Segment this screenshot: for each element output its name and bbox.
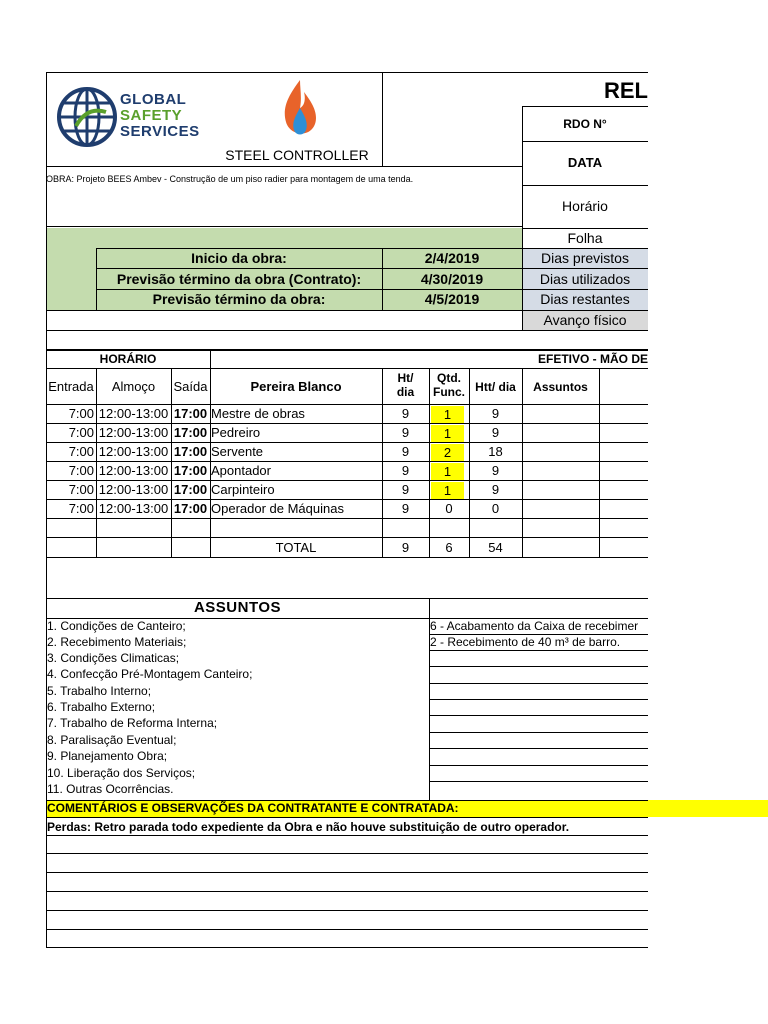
grid-line [46,72,648,73]
grid-line [46,226,522,227]
row-saida: 17:00 [173,444,208,459]
inicio-value: 2/4/2019 [424,250,480,266]
grid-line [429,781,648,782]
row-saida: 17:00 [173,425,208,440]
grid-line [469,368,470,557]
grid-line [429,732,648,733]
grid-line [46,947,648,948]
grid-line [429,650,648,651]
dias-utilizados-label: Dias utilizados [539,271,631,287]
row-entrada: 7:00 [68,482,94,497]
row-htt: 0 [491,501,500,516]
col-almoco: Almoço [111,379,156,394]
row-ht: 9 [401,425,410,440]
grid-line [46,518,648,519]
row-htt: 9 [491,406,500,421]
grid-line [522,228,648,229]
grid-line [599,368,600,557]
grid-line [96,268,648,269]
grid-line [46,891,648,892]
grid-line [46,853,648,854]
avanco-fisico-label: Avanço físico [543,312,627,328]
total-ht: 9 [401,540,410,555]
row-entrada: 7:00 [68,501,94,516]
rdo-label: RDO N° [563,117,607,131]
inicio-label: Inicio da obra: [191,250,287,266]
grid-line [46,800,648,801]
row-almoco: 12:00-13:00 [98,463,169,478]
efetivo-header: EFETIVO - MÃO DE [537,352,648,366]
grid-line [429,748,648,749]
company-logo [56,86,200,150]
assunto-item: 10. Liberação dos Serviços; [47,766,196,780]
grid-line [429,634,648,635]
assunto-item: 4. Confecção Pré-Montagem Canteiro; [47,667,253,681]
row-entrada: 7:00 [68,425,94,440]
row-entrada: 7:00 [68,444,94,459]
row-ht: 9 [401,406,410,421]
grid-line [46,368,648,369]
col-assuntos: Assuntos [533,380,588,394]
data-label: DATA [567,155,603,170]
grid-line [46,404,648,405]
grid-line [522,368,523,557]
row-almoco: 12:00-13:00 [98,482,169,497]
grid-line [46,499,648,500]
grid-line [522,185,648,186]
assunto-item: 8. Paralisação Eventual; [47,733,177,747]
previsao-contrato-label: Previsão término da obra (Contrato): [116,271,362,287]
row-almoco: 12:00-13:00 [98,501,169,516]
row-funcao: Operador de Máquinas [211,501,344,516]
row-htt: 9 [491,425,500,440]
assunto-note: 2 - Recebimento de 40 m³ de barro. [430,635,621,649]
grid-line [382,248,383,310]
assunto-item: 2. Recebimento Materiais; [47,635,187,649]
row-funcao: Apontador [211,463,271,478]
row-qtd: 1 [431,406,464,423]
row-ht: 9 [401,463,410,478]
obra-description: OBRA: Projeto BEES Ambev - Construção de um piso radier para montagem de uma tenda. [46,174,414,184]
grid-line [46,910,648,911]
grid-line [522,141,648,142]
logo-text-services: SERVICES [120,124,200,140]
col-htt: Htt/ dia [475,380,516,394]
row-ht: 9 [401,501,410,516]
grid-line [522,106,523,330]
horario-header: HORÁRIO [99,352,157,366]
row-htt: 9 [491,463,500,478]
row-entrada: 7:00 [68,406,94,421]
row-saida: 17:00 [173,463,208,478]
col-ht-1: Ht/ [397,371,414,385]
horario-label: Horário [562,198,608,214]
assunto-item: 6. Trabalho Externo; [47,700,156,714]
grid-line [522,106,648,107]
grid-line [46,423,648,424]
comments-title: COMENTÁRIOS E OBSERVAÇÕES DA CONTRATANTE E CONTRATADA: [47,801,459,815]
folha-label: Folha [567,230,603,246]
grid-line [46,557,648,558]
grid-line [46,461,648,462]
row-saida: 17:00 [173,482,208,497]
assunto-item: 11. Outras Ocorrências. [47,782,174,796]
grid-line [46,330,648,331]
row-almoco: 12:00-13:00 [98,406,169,421]
row-saida: 17:00 [173,406,208,421]
grid-line [46,442,648,443]
col-qtd-1: Qtd. [437,371,461,385]
col-qtd-2: Func. [433,385,465,399]
col-entrada: Entrada [48,379,94,394]
logo-text-safety: SAFETY [120,108,183,124]
col-saida: Saída [173,379,208,394]
grid-line [96,248,648,249]
row-almoco: 12:00-13:00 [98,425,169,440]
assunto-item: 1. Condições de Canteiro; [47,619,186,633]
assunto-note: 6 - Acabamento da Caixa de recebimer [430,619,639,633]
row-ht: 9 [401,444,410,459]
row-qtd: 1 [431,463,464,480]
total-label: TOTAL [275,540,317,555]
logo-text-global: GLOBAL [120,92,187,108]
grid-line [429,715,648,716]
row-funcao: Servente [211,444,264,459]
row-qtd: 1 [431,425,464,442]
grid-line [46,349,648,351]
grid-line [46,817,648,818]
grid-line [429,765,648,766]
flame-drop-icon [280,78,320,142]
grid-line [46,929,648,930]
row-qtd: 0 [445,501,453,516]
row-qtd: 2 [431,444,464,461]
grid-line [429,683,648,684]
grid-line [46,480,648,481]
grid-line [382,368,383,557]
grid-line [96,289,648,290]
grid-line [382,72,383,166]
dias-previstos-label: Dias previstos [541,250,629,266]
row-htt: 18 [488,444,503,459]
grid-line [429,666,648,667]
row-funcao: Carpinteiro [211,482,275,497]
report-title: REL [604,78,648,103]
grid-line [171,368,172,557]
total-htt: 54 [488,540,503,555]
grid-line [46,166,522,167]
grid-line [46,618,648,619]
perdas-comment: Perdas: Retro parada todo expediente da Obra e não houve substituição de outro operador. [47,820,570,834]
grid-line [96,248,97,310]
grid-line [46,872,648,873]
assunto-item: 3. Condições Climaticas; [47,651,180,665]
grid-line [96,368,97,557]
grid-line [210,349,211,557]
steel-controller-label: STEEL CONTROLLER [225,147,369,163]
globe-logo-icon [56,86,118,148]
assunto-item: 5. Trabalho Interno; [47,684,152,698]
previsao-value: 4/5/2019 [424,291,480,307]
assunto-item: 7. Trabalho de Reforma Interna; [47,716,218,730]
grid-line [429,699,648,700]
dias-restantes-label: Dias restantes [540,291,630,307]
col-ht-2: dia [396,385,415,399]
row-ht: 9 [401,482,410,497]
grid-line [46,598,648,599]
row-htt: 9 [491,482,500,497]
total-qtd: 6 [445,540,453,555]
grid-line [429,368,430,557]
row-saida: 17:00 [173,501,208,516]
row-almoco: 12:00-13:00 [98,444,169,459]
row-funcao: Mestre de obras [211,406,305,421]
col-company: Pereira Blanco [250,379,342,394]
assuntos-title: ASSUNTOS [193,599,282,616]
grid-line [46,537,648,538]
grid-line [46,835,648,836]
assunto-item: 9. Planejamento Obra; [47,749,168,763]
previsao-contrato-value: 4/30/2019 [420,271,484,287]
row-qtd: 1 [431,482,464,499]
previsao-label: Previsão término da obra: [152,291,326,307]
row-funcao: Pedreiro [211,425,261,440]
grid-line [46,310,648,311]
row-entrada: 7:00 [68,463,94,478]
